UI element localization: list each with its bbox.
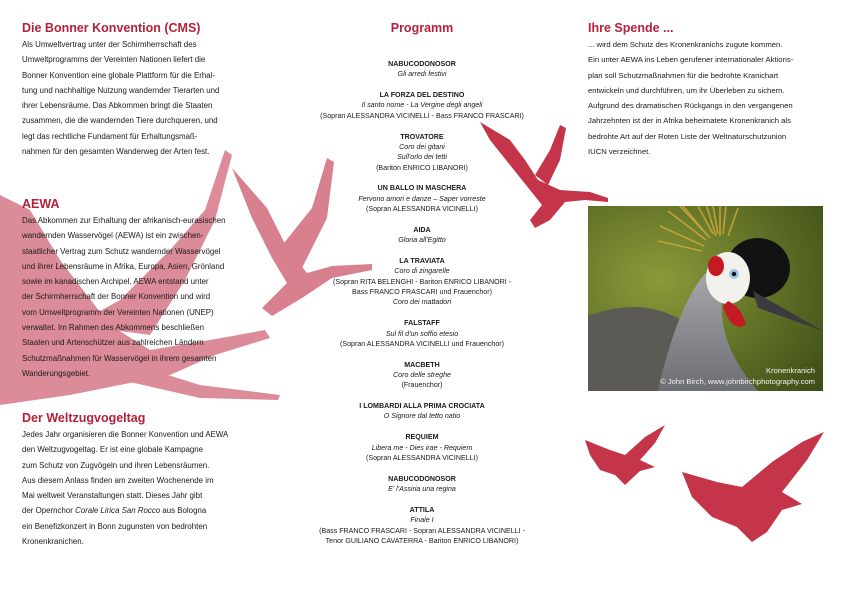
cms-line: ihrer Lebensräume. Das Abkommen bringt die Staaten <box>22 101 213 111</box>
aria-title: Coro dei mattadori <box>392 298 452 307</box>
performers: (Sopran ALESSANDRA VICINELLI) <box>366 205 478 214</box>
bird-silhouette-large-right <box>682 432 832 542</box>
donation-line: bedrohte Art auf der Roten Liste der Weltnaturschutzunion <box>588 131 787 141</box>
wzvt-line: zum Schutz von Zugvögeln und ihren Lebensräumen. <box>22 460 210 470</box>
opera-title: TROVATORE <box>400 132 444 141</box>
cms-paragraph <box>22 37 248 159</box>
opera-title: ATTILA <box>409 506 435 515</box>
donation-paragraph <box>588 37 822 159</box>
performers: (Frauenchor) <box>401 381 443 390</box>
wzvt-line: Jedes Jahr organisieren die Bonner Konvention und AEWA <box>22 430 229 439</box>
photo-caption: Kronenkranich <box>766 366 815 375</box>
cms-line: nahmen für den gesamten Wanderweg der Arten fest. <box>22 147 210 157</box>
donation-line: ... wird dem Schutz des Kronenkranichs zugute kommen. <box>588 40 783 49</box>
aewa-line: staatlicher Vertrag zum Schutz wandernder Wasservögel <box>22 246 221 256</box>
aria-title: E' l'Assiria una regina <box>388 485 456 494</box>
donation-heading: Ihre Spende ... <box>588 21 674 35</box>
program-item <box>298 132 546 173</box>
opera-title: NABUCODONOSOR <box>388 474 456 483</box>
aewa-line: Das Abkommen zur Erhaltung der afrikanisch-eurasischen <box>22 216 226 225</box>
opera-title: I LOMBARDI ALLA PRIMA CROCIATA <box>359 402 485 411</box>
aria-title: Coro dei gitani <box>399 142 445 151</box>
program-item <box>298 432 546 463</box>
cms-line: Bonner Konvention eine globale Plattform für die Erhal- <box>22 70 215 80</box>
cms-line: zusammen, die die wandernden Tiere durchqueren, und <box>22 116 218 126</box>
choir-name: Corale Lirica San Rocco <box>75 506 161 516</box>
donation-line: entwickeln und durchführen, um ihr Überleben zu sichern. <box>588 85 785 95</box>
opera-title: LA TRAVIATA <box>399 257 445 266</box>
aria-title: O Signore dal tetto natio <box>383 412 461 421</box>
opera-title: UN BALLO IN MASCHERA <box>377 184 467 193</box>
aewa-line: sowie im kanadischen Archipel. AEWA entstand unter <box>22 277 209 287</box>
performers: (Sopran ALESSANDRA VICINELLI - Bass FRANCO FRASCARI) <box>320 111 524 120</box>
program-item <box>298 225 546 246</box>
program-item <box>298 183 546 214</box>
cms-line: legt das rechtliche Fundament für Erhaltungsmaß- <box>22 131 198 141</box>
program-item <box>298 474 546 495</box>
aewa-line: Schutzmaßnahmen für Wasservögel in ihrem gesamten <box>22 353 217 363</box>
aria-title: Sul fil d'un soffio etesio <box>385 329 459 338</box>
program-heading: Programm <box>390 21 454 35</box>
opera-title: FALSTAFF <box>404 319 440 328</box>
photo-credit: © John Birch, www.johnbirchphotography.com <box>660 377 815 386</box>
aria-title: Coro di zingarelle <box>394 267 450 276</box>
wzvt-line: ein Benefizkonzert in Bonn zugunsten von bedrohten <box>22 521 208 531</box>
opera-title: MACBETH <box>404 360 440 369</box>
program-item <box>298 360 546 391</box>
bird-silhouette-small-right <box>585 425 670 485</box>
performers: (Sopran ALESSANDRA VICINELLI und Frauenchor) <box>339 339 505 348</box>
donation-line: Jahrzehnten ist der in Afrika beheimatete Kronenkranich als <box>588 116 791 126</box>
opera-title: NABUCODONOSOR <box>388 60 456 68</box>
cms-heading: Die Bonner Konvention (CMS) <box>22 21 201 35</box>
aria-title: Coro delle streghe <box>393 370 451 379</box>
program-item <box>298 401 546 422</box>
opera-title: REQUIEM <box>405 433 439 442</box>
donation-line: Aufgrund des dramatischen Rückgangs in den vergangenen <box>588 101 793 111</box>
performers: (Sopran ALESSANDRA VICINELLI) <box>366 453 478 462</box>
performers: (Bariton ENRICO LIBANORI) <box>376 163 468 172</box>
performers: Bass FRANCO FRASCARI und Frauenchor) <box>352 288 492 297</box>
wzvt-line: der Opernchor Corale Lirica San Rocco aus Bologna <box>22 506 207 516</box>
wzvt-line: Kronenkranichen. <box>22 537 84 547</box>
aewa-line: verwaltet. Im Rahmen des Abkommens beschließen <box>22 323 205 333</box>
opera-title: AIDA <box>413 225 431 234</box>
aria-title: Gli arredi festivi <box>397 70 447 79</box>
donation-line: Ein unter AEWA ins Leben gerufener internationaler Aktions- <box>588 55 794 65</box>
aria-title: Fervono amori e danze – Saper vorreste <box>358 194 486 203</box>
aria-title: Gloria all'Egitto <box>398 236 446 245</box>
program-item <box>298 505 546 546</box>
aewa-heading: AEWA <box>22 197 60 211</box>
aewa-line: Wanderungsgebiet. <box>22 368 91 378</box>
program-item <box>298 318 546 349</box>
aria-title: Sull'orlo dei tetti <box>397 153 447 162</box>
aewa-line: Staaten und Artenschützer aus zahlreichen Ländern <box>22 338 204 348</box>
program-item <box>298 256 546 307</box>
performers: Tenor GUILIANO CAVATERRA - Bariton ENRICO LIBANORI) <box>325 536 519 545</box>
donation-line: plan soll Schutzmaßnahmen für die bedrohte Kranichart <box>588 70 779 80</box>
program-item <box>298 90 546 121</box>
aria-title: Libera me - Dies irae - Requiem <box>371 443 473 452</box>
weltzugvogeltag-paragraph <box>22 427 248 549</box>
donation-line: IUCN verzeichnet. <box>588 147 651 157</box>
aewa-line: der Schirmherrschaft der Bonner Konvention und wird <box>22 292 211 302</box>
cms-line: tung und nachhaltige Nutzung wandernder Tierarten und <box>22 85 220 95</box>
wzvt-line: Aus diesem Anlass finden am zweiten Wochenende im <box>22 475 214 485</box>
crowned-crane-image <box>588 206 823 391</box>
aria-title: Il santo nome - La Vergine degli angeli <box>361 101 483 110</box>
performers: (Sopran RITA BELENGHI - Bariton ENRICO LIBANORI - <box>332 277 512 286</box>
program-list <box>298 59 546 557</box>
program-item <box>298 59 546 80</box>
wzvt-line: Mai weltweit Veranstaltungen statt. Dieses Jahr gibt <box>22 491 203 501</box>
aewa-paragraph <box>22 213 248 381</box>
cms-line: Als Umweltvertrag unter der Schirmherrschaft des <box>22 40 197 49</box>
aewa-line: wandernden Wasservögel (AEWA) ist ein zwischen- <box>22 231 204 241</box>
wzvt-line: den Weltzugvogeltag. Er ist eine globale Kampagne <box>22 445 204 455</box>
weltzugvogeltag-heading: Der Weltzugvogeltag <box>22 411 146 425</box>
crowned-crane-photo <box>588 206 823 391</box>
performers: (Bass FRANCO FRASCARI - Sopran ALESSANDRA VICINELLI - <box>319 526 525 535</box>
aewa-line: vom Umweltprogramm der Vereinten Nationen (UNEP) <box>22 307 214 317</box>
cms-line: Umweltprogramms der Vereinten Nationen liefert die <box>22 55 206 65</box>
aria-title: Finale I <box>410 516 434 525</box>
opera-title: LA FORZA DEL DESTINO <box>379 91 465 100</box>
aewa-line: und ihrer Lebensräume in Afrika, Europa, Asien, Grönland <box>22 261 225 271</box>
